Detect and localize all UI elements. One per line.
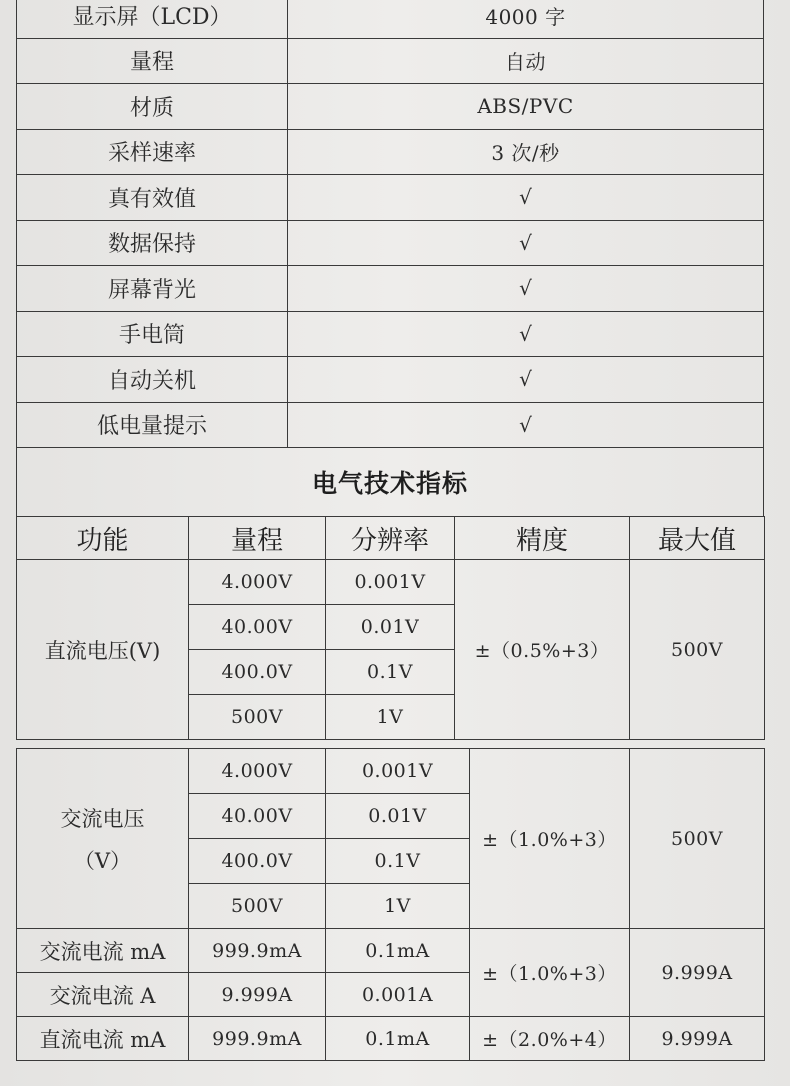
spec-label: 量程 <box>17 38 288 84</box>
ac-current-ma-function: 交流电流 mA <box>17 929 189 973</box>
check-mark: √ <box>288 311 764 357</box>
resolution-cell: 0.01V <box>326 605 455 650</box>
spec-value: 3 次/秒 <box>288 129 764 175</box>
range-cell: 999.9mA <box>189 929 326 973</box>
resolution-cell: 0.1mA <box>326 929 470 973</box>
resolution-cell: 0.001V <box>326 560 455 605</box>
resolution-cell: 0.1V <box>326 650 455 695</box>
table-row <box>17 749 765 794</box>
spec-row <box>17 220 764 266</box>
ac-voltage-function-line2: （V） <box>73 848 132 873</box>
spec-row <box>17 129 764 175</box>
header-max: 最大值 <box>630 517 765 560</box>
spec-row <box>17 311 764 357</box>
range-cell: 400.0V <box>189 839 326 884</box>
range-cell: 40.00V <box>189 794 326 839</box>
table-row <box>17 929 765 973</box>
header-accuracy: 精度 <box>455 517 630 560</box>
spec-value: 自动 <box>288 38 764 84</box>
ac-table <box>16 748 765 1061</box>
resolution-cell: 1V <box>326 695 455 740</box>
spec-label: 数据保持 <box>17 220 288 266</box>
spec-row <box>17 0 764 38</box>
spec-value: ABS/PVC <box>288 84 764 130</box>
spec-row <box>17 266 764 312</box>
section-title: 电气技术指标 <box>311 469 468 498</box>
range-cell: 40.00V <box>189 605 326 650</box>
resolution-cell: 0.001A <box>326 973 470 1017</box>
dc-voltage-max: 500V <box>630 560 765 740</box>
range-cell: 500V <box>189 884 326 929</box>
spec-row <box>17 175 764 221</box>
header-resolution: 分辨率 <box>326 517 455 560</box>
spec-label: 屏幕背光 <box>17 266 288 312</box>
spec-label: 材质 <box>17 84 288 130</box>
dc-voltage-function: 直流电压(V) <box>17 560 189 740</box>
table-row <box>17 560 765 605</box>
spec-label: 低电量提示 <box>17 402 288 448</box>
ac-voltage-function-line1: 交流电压 <box>60 806 145 831</box>
dc-voltage-accuracy: ±（0.5%+3） <box>455 560 630 740</box>
range-cell: 9.999A <box>189 973 326 1017</box>
spec-value: 4000 字 <box>288 0 764 38</box>
ac-voltage-function <box>17 749 189 929</box>
header-function: 功能 <box>17 517 189 560</box>
spec-label: 真有效值 <box>17 175 288 221</box>
resolution-cell: 0.01V <box>326 794 470 839</box>
ac-current-max: 9.999A <box>630 929 765 1017</box>
spec-row <box>17 84 764 130</box>
spec-label: 显示屏（LCD） <box>17 0 288 38</box>
spec-label: 自动关机 <box>17 357 288 403</box>
resolution-cell: 0.1V <box>326 839 470 884</box>
dc-current-max: 9.999A <box>630 1017 765 1061</box>
dc-current-ma-function: 直流电流 mA <box>17 1017 189 1061</box>
check-mark: √ <box>288 220 764 266</box>
check-mark: √ <box>288 402 764 448</box>
dc-current-accuracy: ±（2.0%+4） <box>470 1017 630 1061</box>
check-mark: √ <box>288 266 764 312</box>
spec-row <box>17 38 764 84</box>
section-header <box>16 442 764 516</box>
spec-label: 手电筒 <box>17 311 288 357</box>
range-cell: 4.000V <box>189 749 326 794</box>
spec-label: 采样速率 <box>17 129 288 175</box>
range-cell: 999.9mA <box>189 1017 326 1061</box>
ac-voltage-max: 500V <box>630 749 765 929</box>
ac-current-a-function: 交流电流 A <box>17 973 189 1017</box>
ac-voltage-accuracy: ±（1.0%+3） <box>470 749 630 929</box>
spec-row <box>17 402 764 448</box>
resolution-cell: 0.1mA <box>326 1017 470 1061</box>
range-cell: 4.000V <box>189 560 326 605</box>
resolution-cell: 0.001V <box>326 749 470 794</box>
header-row <box>17 517 765 560</box>
header-range: 量程 <box>189 517 326 560</box>
check-mark: √ <box>288 175 764 221</box>
spec-row <box>17 357 764 403</box>
spec-table <box>16 0 764 448</box>
table-row <box>17 1017 765 1061</box>
ac-current-accuracy: ±（1.0%+3） <box>470 929 630 1017</box>
range-cell: 500V <box>189 695 326 740</box>
check-mark: √ <box>288 357 764 403</box>
range-cell: 400.0V <box>189 650 326 695</box>
resolution-cell: 1V <box>326 884 470 929</box>
dc-voltage-table <box>16 516 765 740</box>
